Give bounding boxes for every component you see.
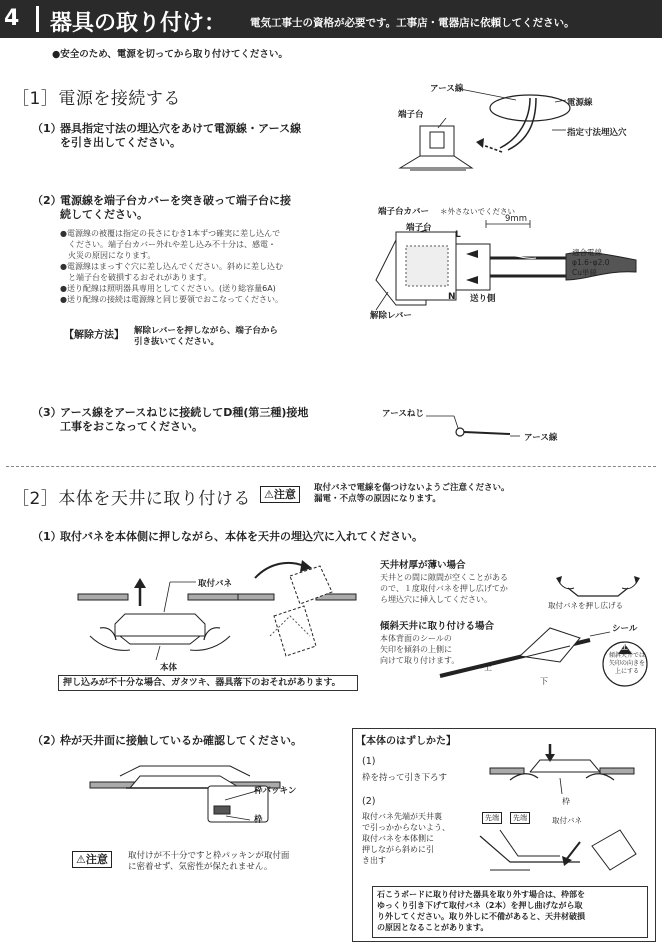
removal-frame-label: 枠 xyxy=(562,797,570,806)
section-divider xyxy=(6,466,656,467)
removal-spring-label: 取付バネ xyxy=(552,816,582,825)
thin-ceiling-caption: 取付バネを押し広げる xyxy=(548,601,623,610)
slope-up-label: 上 xyxy=(484,663,492,672)
seal-up-label: 上 xyxy=(621,643,628,651)
label-spec-hole: 指定寸法埋込穴 xyxy=(567,128,627,138)
s1-step2-notes: ●電源線の被覆は指定の長さにむき1本ずつ確実に差し込んで ください。端子台カバー外れや差し込み不十分は、感電・ 火災の原因になります。 ●電源線はまっすぐ穴に差し込んでください。斜めに差し込む と端子台を破損するおそれがあります。 ●送り配線は照明器具専用としてください。(送り総容量6A) ●送り配線の接続は電源線と同じ要領でおこなってください。 xyxy=(60,229,283,304)
label-earth-wire-2: アース線 xyxy=(524,433,558,443)
s2-step1-number: （1） xyxy=(32,530,62,543)
label-terminal-cover: 端子台カバー xyxy=(378,207,430,217)
caution-text-2: 取付けが不十分ですと枠パッキンが取付面 に密着せず、気密性が保たれません。 xyxy=(128,851,290,872)
s2-step2-text: 枠が天井面に接触しているか確認してください。 xyxy=(60,734,302,747)
s1-step2-text: 電源線を端子台カバーを突き破って端子台に接 続してください。 xyxy=(60,194,291,221)
removal-step1-text: 枠を持って引き下ろす xyxy=(362,773,448,783)
label-terminal: 端子台 xyxy=(398,110,424,120)
seal-note: 傾斜天井では 矢印の向きを 上にする xyxy=(608,652,645,675)
s1-step1-number: （1） xyxy=(32,122,62,135)
release-method-text: 解除レバーを押しながら、端子台から 引き抜いてください。 xyxy=(134,326,278,347)
caution-badge: ⚠注意 xyxy=(260,486,300,503)
body-insertion-illustration xyxy=(60,556,370,681)
release-method-label: 【解除方法】 xyxy=(64,330,124,341)
label-power-wire: 電源線 xyxy=(567,98,593,108)
label-n: N xyxy=(448,292,456,302)
removal-note: 石こうボードに取り付けた器具を取り外す場合は、枠部を ゆっくり引き下げて取付バネ（2本）を押し曲げながら取 り外してください。取り外しに不備があると、天井材破損 の原因となることがあります。 xyxy=(372,886,648,938)
section1-title: ［1］電源を接続する xyxy=(12,89,181,109)
header-bar xyxy=(0,0,662,38)
s1-step3-text: アース線をアースねじに接続してD種(第三種)接地 工事をおこなってください。 xyxy=(60,406,309,433)
s2-step1-text: 取付バネを本体側に押しながら、本体を天井の埋込穴に入れてください。 xyxy=(60,530,423,543)
removal-step1-num: (1) xyxy=(362,756,376,767)
page-title: 器具の取り付け： xyxy=(50,11,227,36)
thin-ceiling-title: 天井材厚が薄い場合 xyxy=(380,560,466,571)
label-terminal-block: 端子台 xyxy=(406,223,432,233)
label-body: 本体 xyxy=(160,663,178,673)
label-earth-wire: アース線 xyxy=(430,84,464,94)
section2-title: ［2］本体を天井に取り付ける xyxy=(12,489,251,509)
label-seal: シール xyxy=(612,624,638,634)
label-mounting-spring: 取付バネ xyxy=(198,579,233,589)
page-subtitle: 電気工事士の資格が必要です。工事店・電器店に依頼してください。 xyxy=(250,17,575,29)
safety-note: ●安全のため、電源を切ってから取り付けてください。 xyxy=(52,49,288,60)
section-number: 4 xyxy=(4,6,20,31)
insertion-warning: 押し込みが不十分な場合、ガタツキ、器具落下のおそれがあります。 xyxy=(58,675,358,691)
s2-step2-number: （2） xyxy=(32,734,62,747)
slope-ceiling-text: 本体背面のシールの 矢印を傾斜の上側に 向けて取り付けます。 xyxy=(380,634,460,665)
header-divider xyxy=(36,6,39,32)
removal-tip-1: 先端 xyxy=(482,812,502,824)
s1-step1-text: 器具指定寸法の埋込穴をあけて電源線・アース線 を引き出してください。 xyxy=(60,122,302,149)
caution-text: 取付バネで電線を傷つけないようご注意ください。 漏電・不点等の原因になります。 xyxy=(314,483,510,504)
label-l: L xyxy=(455,230,461,240)
frame-contact-illustration xyxy=(90,756,340,846)
removal-step2-illustration xyxy=(470,826,650,882)
label-cover-note: ＊外さないでください xyxy=(440,207,515,216)
thin-ceiling-text: 天井との間に隙間が空くことがある ので、１度取付バネを押し広げてか ら埋込穴に挿入してください。 xyxy=(380,573,508,604)
removal-step1-illustration xyxy=(490,742,640,802)
label-wire-spec: 適合電線 φ1.6･φ2.0 Cu単線 xyxy=(572,248,610,277)
removal-step2-text: 取付バネ先端が天井裏 で引っかからないよう、 取付バネを本体側に 押しながら斜めに引 き出す xyxy=(362,812,450,865)
slope-ceiling-title: 傾斜天井に取り付ける場合 xyxy=(380,621,495,632)
label-send-side: 送り側 xyxy=(470,294,496,304)
label-9mm: 9mm xyxy=(505,214,527,224)
s1-step2-number: （2） xyxy=(32,194,62,207)
label-frame: 枠 xyxy=(254,815,263,825)
label-earth-screw: アースねじ xyxy=(382,409,424,419)
removal-title: 【本体のはずしかた】 xyxy=(356,736,456,747)
removal-step2-num: (2) xyxy=(362,796,376,807)
removal-tip-2: 先端 xyxy=(510,812,530,824)
label-frame-packing: 枠パッキン xyxy=(254,786,297,796)
caution-badge-2: ⚠注意 xyxy=(72,851,112,868)
label-release-lever: 解除レバー xyxy=(370,311,412,321)
s1-step3-number: （3） xyxy=(32,406,62,419)
slope-down-label: 下 xyxy=(540,677,548,686)
